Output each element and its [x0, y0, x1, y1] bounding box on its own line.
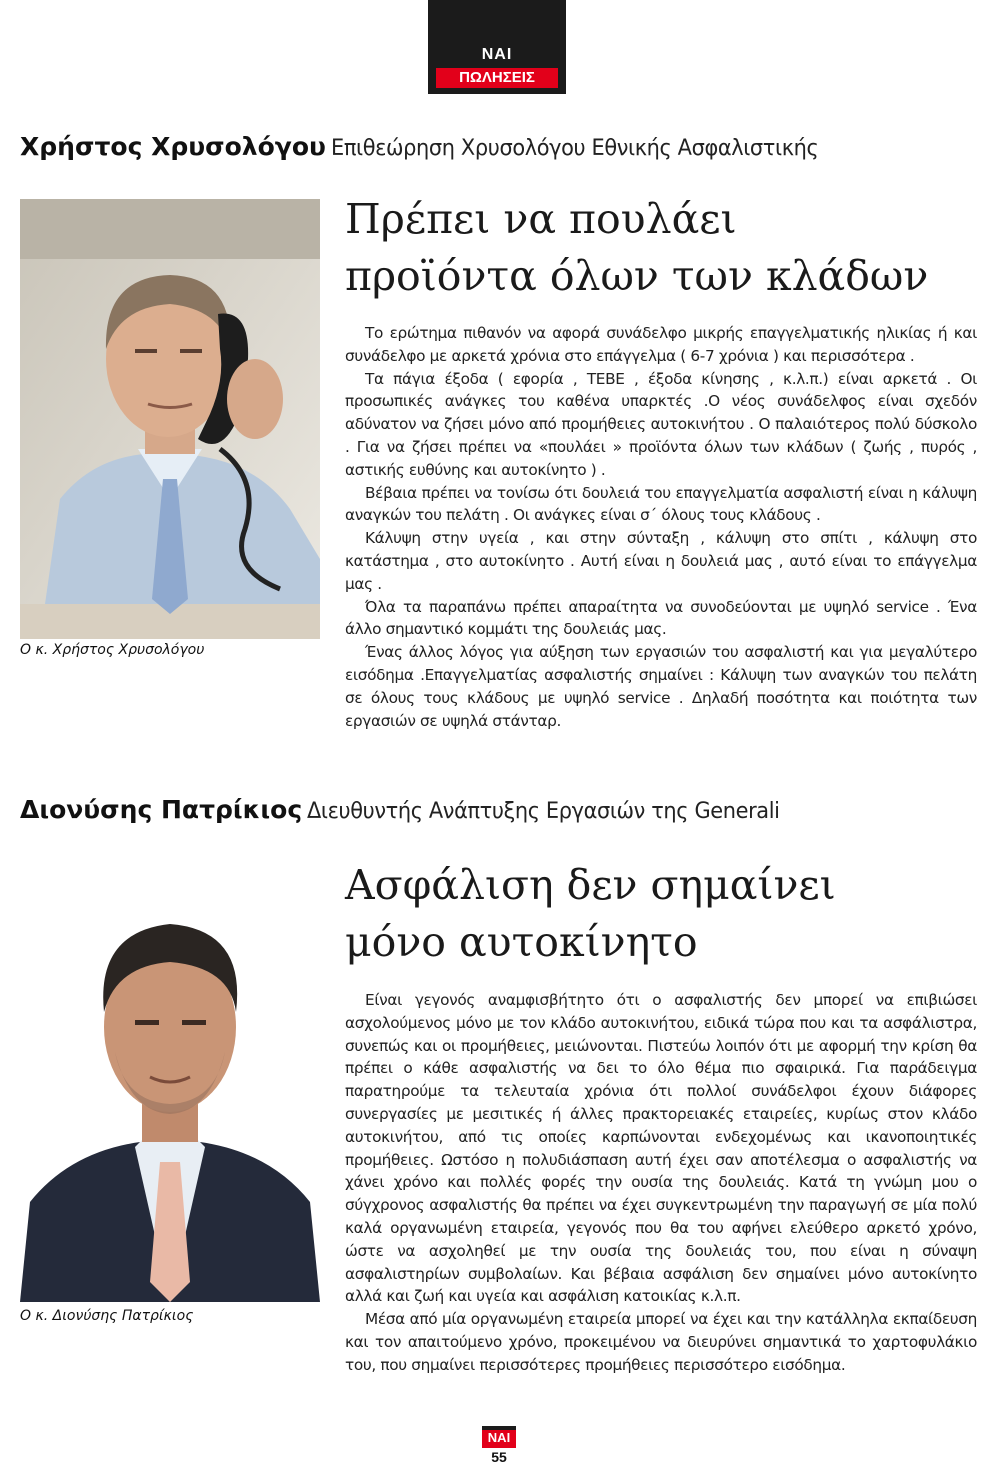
article-2-body — [345, 989, 977, 1377]
man-portrait-illustration — [20, 862, 320, 1302]
article-2-author: Διονύσης Πατρίκιος — [20, 795, 303, 824]
article-2-byline — [20, 795, 805, 828]
article-2-photo — [20, 862, 320, 1302]
article-2-headline — [345, 857, 975, 971]
article-1-paragraph: Όλα τα παραπάνω πρέπει απαραίτητα να συνοδεύονται με υψηλό service . Ένα άλλο σημαντικό κομμάτι της δουλειάς μας. — [345, 597, 977, 639]
article-1-paragraph: Το ερώτημα πιθανόν να αφορά συνάδελφο μικρής επαγγελματικής ηλικίας ή και συνάδελφο με αρκετά χρόνια στο επάγγελμα ( 6-7 χρόνια ) και περισσότερα . — [345, 324, 977, 365]
article-2-role: Διευθυντής Ανάπτυξης Εργασιών της Generali — [307, 799, 780, 824]
article-1-role: Επιθεώρηση Χρυσολόγου Εθνικής Ασφαλιστικής — [330, 136, 819, 161]
article-1-byline — [20, 132, 844, 165]
magazine-logo: ΝΑΙ — [482, 1426, 516, 1448]
article-1-paragraph: Τα πάγια έξοδα ( εφορία , ΤΕΒΕ , έξοδα κίνησης , κ.λ.π.) είναι αρκετά . Οι προσωπικές ανάγκες του καθένα υπαρκτές .Ο νέος συνάδελφος είναι σχεδόν αδύνατον να ζήσει μόνο από προμήθειες αυτοκινήτου . Ο παλαιότερος πολύ δύσκολο . Για να ζήσει πρέπει να «πουλάει » προϊόντα όλων των κλάδων ( ζωής , πυρός , αστικής ευθύνης και αυτοκίνητο ) . — [345, 369, 977, 479]
article-1-paragraph: Κάλυψη στην υγεία , και στην σύνταξη , κάλυψη στο σπίτι , κάλυψη στο κατάστημα , στο αυτοκίνητο . Αυτή είναι η δουλειά μας , αυτό είναι το επάγγελμα μας . — [345, 529, 977, 593]
article-1-headline-line-2: προϊόντα όλων των κλάδων — [345, 252, 929, 300]
article-1-photo — [20, 199, 320, 639]
article-1-caption: Ο κ. Χρήστος Χρυσολόγου — [20, 642, 205, 658]
article-1-paragraph: Βέβαια πρέπει να τονίσω ότι δουλειά του επαγγελματία ασφαλιστή είναι η κάλυψη αναγκών του πελάτη . Οι ανάγκες είναι σ΄ όλους τους κλάδους . — [345, 483, 977, 525]
article-1-body — [345, 322, 977, 732]
page-number: 55 — [491, 1449, 507, 1465]
article-2-paragraph: Μέσα από μία οργανωμένη εταιρεία μπορεί να έχει και την κατάλληλα εκπαίδευση και τον απαιτούμενο χρόνο, προκειμένου να διευρύνει σημαντικά το χαρτοφυλάκιο του, που σημαίνει περισσότερες προμήθειες περισσότερο εισόδημα. — [345, 1310, 977, 1374]
article-1-headline-line-1: Πρέπει να πουλάει — [345, 195, 737, 243]
article-2-paragraph: Είναι γεγονός αναμφισβήτητο ότι ο ασφαλιστής δεν μπορεί να επιβιώσει ασχολούμενος μόνο με τον κλάδο αυτοκινήτου, ειδικά τώρα που και τα ασφάλιστρα, συνεπώς και οι προμήθειες, μειώνονται. Πιστεύω λοιπόν ότι με αφορμή την κρίση θα πρέπει ο κάθε ασφαλιστής να δει το όλο θέμα πιο σφαιρικά. Για παράδειγμα παρατηρούμε τα τελευταία χρόνια ότι πολλοί συνάδελφοι έχουν διάφορες συνεργασίες με μεσιτικές ή άλλες πρακτορειακές εταιρείες, κυρίως στον κλάδο αυτοκινήτου, από τις οποίες καρπώνονται ενδεχομένως και ικανοποιητικές προμήθειες. Ωστόσο η πολυδιάσπαση αυτή έχει σαν αποτέλεσμα ο ασφαλιστής να χάνει χρόνο και πολλές φορές την ουσία της δουλειάς. Κατά τη γνώμη μου ο σύγχρονος ασφαλιστής θα πρέπει να έχει συγκεντρωμένη την παραγωγή σε μία πολύ καλά οργανωμένη εταιρεία, γεγονός που θα του αφήνει ελεύθερο αρκετό χρόνο, ώστε να ασχοληθεί με την ουσία της δουλειάς του, που είναι η σύναψη ασφαλιστηρίων συμβολαίων. Και βέβαια ασφάλιση δεν σημαίνει μόνο αυτοκίνητο αλλά και ζωή και υγεία και ασφάλιση κατοικίας κ.λ.π. — [345, 991, 977, 1306]
article-2-caption: Ο κ. Διονύσης Πατρίκιος — [20, 1308, 194, 1324]
section-tab-label: ΠΩΛΗΣΕΙΣ — [436, 68, 558, 88]
section-tab — [428, 0, 566, 94]
article-1-paragraph: Ένας άλλος λόγος για αύξηση των εργασιών του ασφαλιστή και για μεγαλύτερο εισόδημα .Επαγγελματίας ασφαλιστής σημαίνει : Κάλυψη των αναγκών του πελάτη σε όλους τους κλάδους με υψηλό service . Δηλαδή ποσότητα και ποιότητα των εργασιών σε υψηλά στάνταρ. — [345, 643, 977, 730]
man-on-phone-illustration — [20, 199, 320, 639]
article-2-headline-line-2: μόνο αυτοκίνητο — [345, 918, 698, 966]
article-1-headline — [345, 191, 975, 305]
article-1-author: Χρήστος Χρυσολόγου — [20, 132, 326, 161]
section-tab-brand: ΝΑΙ — [481, 46, 513, 63]
article-2-headline-line-1: Ασφάλιση δεν σημαίνει — [345, 861, 836, 909]
